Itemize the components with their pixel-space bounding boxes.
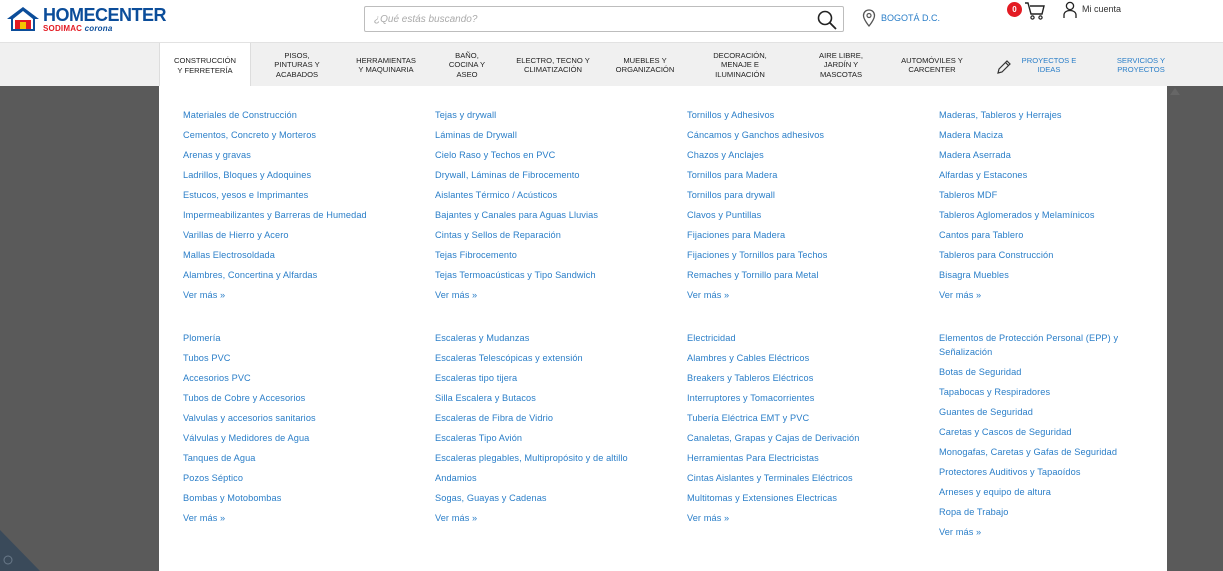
menu-link[interactable]: Láminas de Drywall (435, 130, 517, 140)
homecenter-logo[interactable] (6, 4, 166, 34)
menu-link[interactable]: Herramientas Para Electricistas (687, 453, 819, 463)
menu-link[interactable]: Cintas Aislantes y Terminales Eléctricos (687, 473, 853, 483)
nav-item-bano[interactable]: BAÑO, COCINA Y ASEO (448, 51, 486, 79)
chat-widget-icon[interactable] (0, 520, 40, 571)
account-link[interactable] (1063, 1, 1121, 19)
menu-link[interactable]: Tejas y drywall (435, 110, 497, 120)
search-input[interactable] (365, 7, 805, 31)
menu-column-materiales (183, 108, 423, 308)
menu-link[interactable]: Sogas, Guayas y Cadenas (435, 493, 547, 503)
nav-item-aire-libre[interactable]: AIRE LIBRE, JARDÍN Y MASCOTAS (819, 51, 863, 79)
menu-link[interactable]: Escaleras de Fibra de Vidrio (435, 413, 554, 423)
menu-link[interactable]: Válvulas y Medidores de Agua (183, 433, 310, 443)
nav-item-pisos[interactable]: PISOS, PINTURAS Y ACABADOS (274, 51, 320, 79)
menu-link[interactable]: Interruptores y Tomacorrientes (687, 393, 815, 403)
menu-link[interactable]: Materiales de Construcción (183, 110, 297, 120)
menu-link[interactable]: Escaleras y Mudanzas (435, 333, 530, 343)
see-more-link[interactable]: Ver más » (435, 290, 478, 300)
menu-link[interactable]: Tableros para Construcción (939, 250, 1054, 260)
logo-subtitle: SODIMAC corona (42, 23, 113, 33)
menu-link[interactable]: Fijaciones y Tornillos para Techos (687, 250, 828, 260)
menu-link[interactable]: Andamios (435, 473, 477, 483)
menu-link[interactable]: Tornillos y Adhesivos (687, 110, 775, 120)
menu-link[interactable]: Caretas y Cascos de Seguridad (939, 427, 1072, 437)
menu-column-electricidad (687, 331, 927, 531)
menu-column-escaleras (435, 331, 635, 531)
nav-item-proyectos-ideas[interactable]: PROYECTOS E IDEAS (1021, 55, 1077, 74)
logo-wordmark: HOMECENTER (42, 4, 166, 25)
menu-link[interactable]: Cantos para Tablero (939, 230, 1024, 240)
menu-link[interactable]: Escaleras Telescópicas y extensión (435, 353, 583, 363)
menu-link[interactable]: Monogafas, Caretas y Gafas de Seguridad (939, 447, 1118, 457)
nav-item-herramientas[interactable]: HERRAMIENTAS Y MAQUINARIA (356, 55, 416, 74)
menu-link[interactable]: Tableros Aglomerados y Melamínicos (939, 210, 1095, 220)
pencil-icon (996, 59, 1012, 75)
menu-link[interactable]: Tubos PVC (183, 353, 231, 363)
nav-item-servicios[interactable]: SERVICIOS Y PROYECTOS (1116, 55, 1166, 74)
location-pin-icon (862, 9, 876, 27)
menu-link[interactable]: Plomería (183, 333, 221, 343)
see-more-link[interactable]: Ver más » (939, 290, 982, 300)
menu-link[interactable]: Varillas de Hierro y Acero (183, 230, 289, 240)
menu-link[interactable]: Madera Aserrada (939, 150, 1011, 160)
location-label: BOGOTÁ D.C. (881, 13, 941, 23)
menu-link[interactable]: Bajantes y Canales para Aguas Lluvias (435, 210, 599, 220)
cart-icon (1024, 1, 1046, 21)
see-more-link[interactable]: Ver más » (687, 290, 730, 300)
menu-link[interactable]: Cementos, Concreto y Morteros (183, 130, 317, 140)
menu-column-tornillos (687, 108, 927, 308)
see-more-link[interactable]: Ver más » (183, 513, 226, 523)
nav-item-decoracion[interactable]: DECORACIÓN, MENAJE E ILUMINACIÓN (713, 51, 767, 79)
menu-column-tejas (435, 108, 675, 308)
menu-link[interactable]: Cintas y Sellos de Reparación (435, 230, 561, 240)
scroll-up-arrow-icon[interactable] (1170, 88, 1180, 95)
menu-link[interactable]: Elementos de Protección Personal (EPP) y Señalización (939, 333, 1119, 357)
see-more-link[interactable]: Ver más » (183, 290, 226, 300)
search-box (364, 6, 844, 32)
see-more-link[interactable]: Ver más » (939, 527, 982, 537)
menu-link[interactable]: Mallas Electrosoldada (183, 250, 275, 260)
menu-link[interactable]: Chazos y Anclajes (687, 150, 764, 160)
menu-link[interactable]: Drywall, Láminas de Fibrocemento (435, 170, 580, 180)
category-nav (0, 42, 1223, 86)
menu-column-epp (939, 331, 1154, 545)
menu-link[interactable]: Canaletas, Grapas y Cajas de Derivación (687, 433, 860, 443)
menu-link[interactable]: Escaleras tipo tijera (435, 373, 518, 383)
menu-link[interactable]: Tubería Eléctrica EMT y PVC (687, 413, 810, 423)
user-icon (1063, 1, 1077, 19)
menu-link[interactable]: Madera Maciza (939, 130, 1004, 140)
menu-link[interactable]: Estucos, yesos e Imprimantes (183, 190, 309, 200)
nav-item-construccion[interactable]: CONSTRUCCIÓN Y FERRETERÍA (159, 43, 251, 88)
menu-link[interactable]: Botas de Seguridad (939, 367, 1022, 377)
menu-link[interactable]: Guantes de Seguridad (939, 407, 1033, 417)
menu-link[interactable]: Cáncamos y Ganchos adhesivos (687, 130, 825, 140)
menu-link[interactable]: Clavos y Puntillas (687, 210, 762, 220)
site-header (0, 0, 1223, 42)
menu-link[interactable]: Tapabocas y Respiradores (939, 387, 1051, 397)
menu-link[interactable]: Alambres, Concertina y Alfardas (183, 270, 318, 280)
menu-link[interactable]: Silla Escalera y Butacos (435, 393, 536, 403)
menu-link[interactable]: Escaleras plegables, Multipropósito y de altillo (435, 453, 628, 463)
location-selector[interactable] (862, 8, 940, 28)
menu-link[interactable]: Fijaciones para Madera (687, 230, 786, 240)
menu-link[interactable]: Remaches y Tornillo para Metal (687, 270, 819, 280)
cart-button[interactable] (1007, 1, 1047, 25)
search-icon[interactable] (817, 10, 837, 30)
menu-link[interactable]: Arneses y equipo de altura (939, 487, 1051, 497)
see-more-link[interactable]: Ver más » (435, 513, 478, 523)
menu-link[interactable]: Ladrillos, Bloques y Adoquines (183, 170, 312, 180)
menu-link[interactable]: Alfardas y Estacones (939, 170, 1028, 180)
menu-link[interactable]: Escaleras Tipo Avión (435, 433, 523, 443)
menu-link[interactable]: Ropa de Trabajo (939, 507, 1009, 517)
menu-link[interactable]: Electricidad (687, 333, 736, 343)
menu-link[interactable]: Tornillos para drywall (687, 190, 775, 200)
nav-item-automoviles[interactable]: AUTOMÓVILES Y CARCENTER (901, 55, 963, 74)
menu-link[interactable]: Multitomas y Extensiones Electricas (687, 493, 838, 503)
menu-link[interactable]: Tejas Termoacústicas y Tipo Sandwich (435, 270, 596, 280)
menu-link[interactable]: Bisagra Muebles (939, 270, 1009, 280)
menu-link[interactable]: Tanques de Agua (183, 453, 256, 463)
menu-link[interactable]: Aislantes Térmico / Acústicos (435, 190, 558, 200)
menu-link[interactable]: Accesorios PVC (183, 373, 251, 383)
mega-menu-panel (159, 86, 1167, 571)
nav-item-electro[interactable]: ELECTRO, TECNO Y CLIMATIZACIÓN (516, 55, 590, 74)
menu-column-maderas (939, 108, 1179, 308)
menu-link[interactable]: Bombas y Motobombas (183, 493, 282, 503)
menu-link[interactable]: Maderas, Tableros y Herrajes (939, 110, 1062, 120)
cart-count-badge: 0 (1007, 2, 1022, 17)
menu-link[interactable]: Valvulas y accesorios sanitarios (183, 413, 316, 423)
menu-link[interactable]: Tableros MDF (939, 190, 998, 200)
menu-link[interactable]: Impermeabilizantes y Barreras de Humedad (183, 210, 367, 220)
menu-link[interactable]: Tejas Fibrocemento (435, 250, 517, 260)
menu-link[interactable]: Tubos de Cobre y Accesorios (183, 393, 306, 403)
menu-link[interactable]: Tornillos para Madera (687, 170, 778, 180)
menu-column-plomeria (183, 331, 423, 531)
menu-link[interactable]: Pozos Séptico (183, 473, 244, 483)
menu-link[interactable]: Breakers y Tableros Eléctricos (687, 373, 814, 383)
account-label: Mi cuenta (1082, 4, 1122, 14)
menu-link[interactable]: Protectores Auditivos y Tapaoídos (939, 467, 1081, 477)
house-logo-icon (6, 6, 40, 32)
menu-link[interactable]: Cielo Raso y Techos en PVC (435, 150, 556, 160)
menu-link[interactable]: Alambres y Cables Eléctricos (687, 353, 810, 363)
nav-item-muebles[interactable]: MUEBLES Y ORGANIZACIÓN (615, 55, 675, 74)
menu-link[interactable]: Arenas y gravas (183, 150, 251, 160)
see-more-link[interactable]: Ver más » (687, 513, 730, 523)
